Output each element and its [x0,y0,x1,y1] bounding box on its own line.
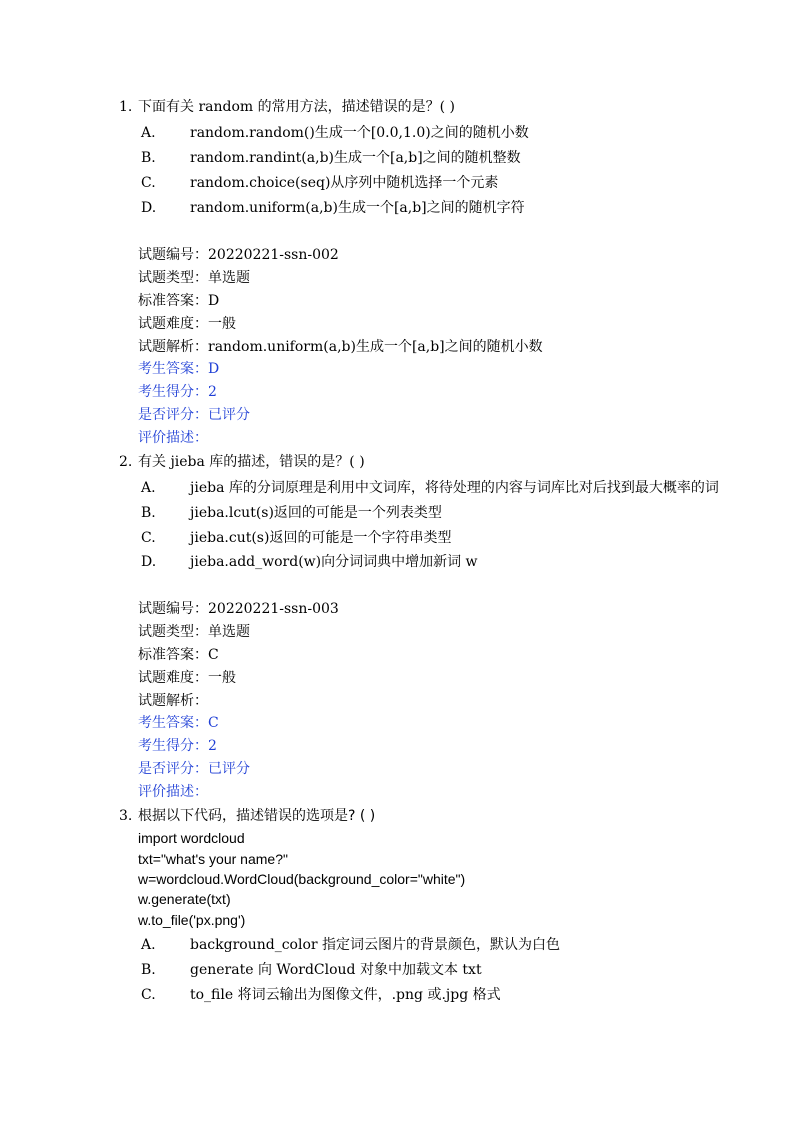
question-2-option-c-letter: C. [141,530,156,546]
question-1-id: 试题编号：20220221-ssn-002 [138,247,339,263]
question-3-text: 根据以下代码，描述错误的选项是? ( ) [138,808,376,824]
question-1-analysis: 试题解析：random.uniform(a,b)生成一个[a,b]之间的随机小数 [138,339,543,355]
question-1-option-a-text: random.random()生成一个[0.0,1.0)之间的随机小数 [190,125,529,141]
question-2-difficulty: 试题难度：一般 [138,670,236,686]
question-2-option-b-text: jieba.lcut(s)返回的可能是一个列表类型 [190,505,442,521]
question-1-student-answer: 考生答案：D [138,361,220,377]
question-1-option-b-letter: B. [141,150,156,166]
question-1-option-d-text: random.uniform(a,b)生成一个[a,b]之间的随机字符 [190,200,525,216]
question-2-option-a-letter: A. [141,480,156,496]
question-1-option-c-letter: C. [141,175,156,191]
question-1-number: 1. [119,99,133,115]
code-line: w=wordcloud.WordCloud(background_color="white") [138,871,466,887]
question-2-option-a-text: jieba 库的分词原理是利用中文词库，将待处理的内容与词库比对后找到最大概率的词 [190,480,719,496]
question-1-type: 试题类型：单选题 [138,270,250,286]
question-3-option-a-text: background_color 指定词云图片的背景颜色，默认为白色 [190,937,561,953]
question-1-option-d-letter: D. [141,200,157,216]
code-line: import wordcloud [138,830,245,846]
question-1-option-b-text: random.randint(a,b)生成一个[a,b]之间的随机整数 [190,150,521,166]
question-3-number: 3. [119,808,133,824]
question-2-score: 考生得分：2 [138,738,217,754]
question-2-type: 试题类型：单选题 [138,624,250,640]
code-line: w.generate(txt) [138,891,231,907]
question-1-difficulty: 试题难度：一般 [138,316,236,332]
question-1-text: 下面有关 random 的常用方法，描述错误的是？( ) [138,99,455,115]
question-1-graded: 是否评分：已评分 [138,407,250,423]
question-1-score: 考生得分：2 [138,384,217,400]
question-2-number: 2. [119,454,133,470]
question-2-answer: 标准答案：C [138,647,219,663]
question-2-student-answer: 考生答案：C [138,715,219,731]
code-line: w.to_file('px.png') [138,912,246,928]
question-1-option-a-letter: A. [141,125,156,141]
question-2-analysis: 试题解析： [138,693,208,709]
question-2-text: 有关 jieba 库的描述，错误的是？( ) [138,454,365,470]
question-2-graded: 是否评分：已评分 [138,761,250,777]
question-1-answer: 标准答案：D [138,293,220,309]
code-line: txt="what's your name?" [138,851,288,867]
question-3-option-b-text: generate 向 WordCloud 对象中加载文本 txt [190,962,482,978]
question-3-option-c-letter: C. [141,987,156,1003]
question-1-option-c-text: random.choice(seq)从序列中随机选择一个元素 [190,175,499,191]
question-2-option-b-letter: B. [141,505,156,521]
question-2-option-c-text: jieba.cut(s)返回的可能是一个字符串类型 [190,530,452,546]
question-2-comment: 评价描述： [138,784,208,800]
question-2-id: 试题编号：20220221-ssn-003 [138,601,339,617]
question-3-option-b-letter: B. [141,962,156,978]
question-2-option-d-text: jieba.add_word(w)向分词词典中增加新词 w [190,554,478,570]
question-3-option-a-letter: A. [141,937,156,953]
question-1-comment: 评价描述： [138,430,208,446]
question-3-option-c-text: to_file 将词云输出为图像文件，.png 或.jpg 格式 [190,987,501,1003]
question-2-option-d-letter: D. [141,554,157,570]
